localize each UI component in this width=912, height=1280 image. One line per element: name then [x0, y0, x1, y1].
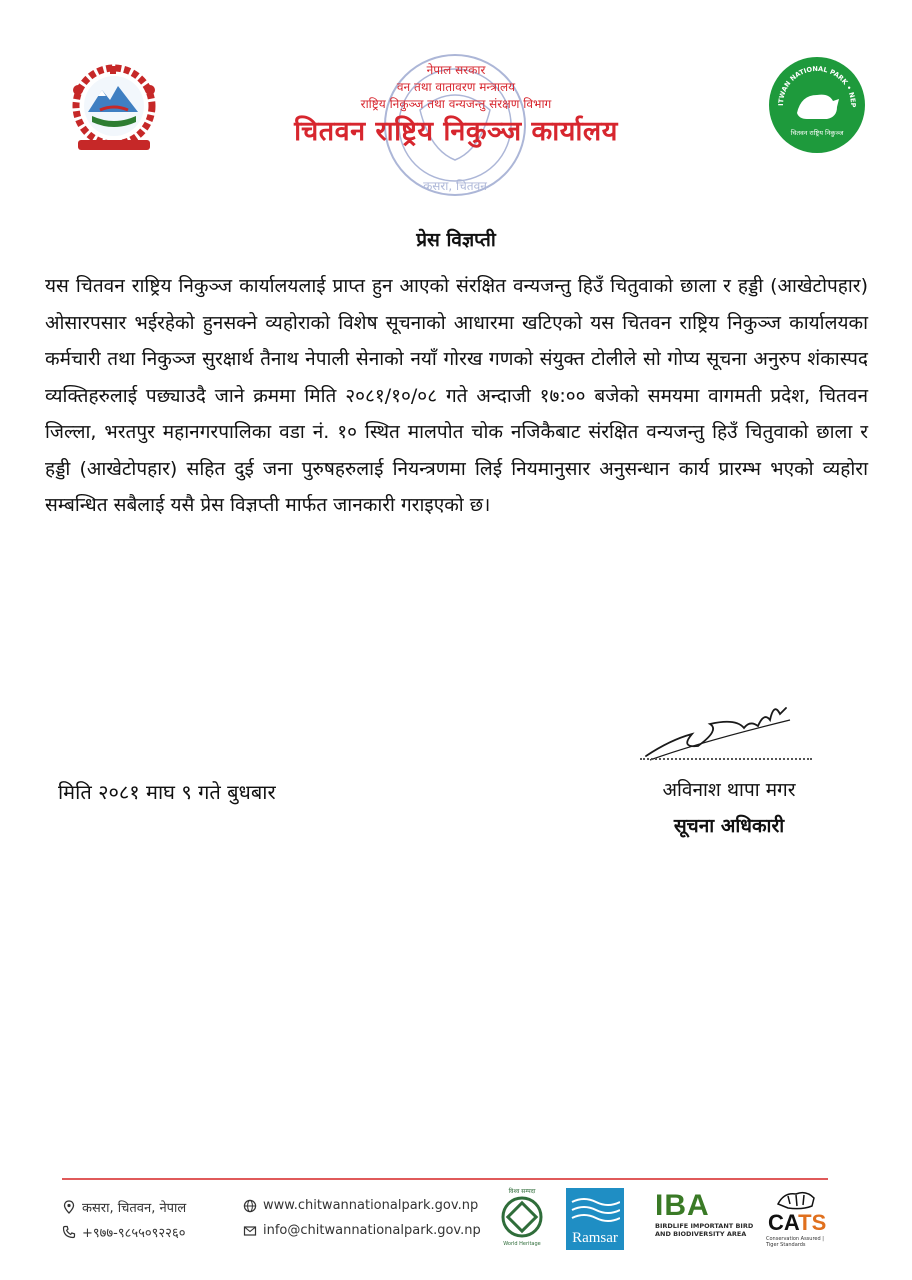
- signer-name: अविनाश थापा मगर: [662, 779, 796, 801]
- mail-icon: [243, 1224, 257, 1238]
- iba-subtitle: BIRDLIFE IMPORTANT BIRD AND BIODIVERSITY AREA: [655, 1222, 754, 1238]
- whs-label: विश्व सम्पदा: [508, 1188, 536, 1195]
- iba-logo: [655, 1190, 755, 1246]
- tiger-icon: [774, 1186, 818, 1212]
- cats-subtitle: Conservation Assured | Tiger Standards: [766, 1236, 824, 1248]
- signature-line: [640, 758, 812, 760]
- address-text: कसरा, चितवन, नेपाल: [82, 1201, 187, 1216]
- press-release-body: यस चितवन राष्ट्रिय निकुञ्ज कार्यालयलाई प्राप्त हुन आएको संरक्षित वन्यजन्तु हिउँ चितुवाको छाला र हड्डी (आखेटोपहार) ओसारपसार भईरहेको हुनसक्ने व्यहोराको विशेष सूचनाको आधारमा खटिएको यस चितवन राष्ट्रिय निकुञ्ज कार्यालयका कर्मचारी तथा निकुञ्ज सुरक्षार्थ तैनाथ नेपाली सेनाको नयाँ गोरख गणको संयुक्त टोलीले सो गोप्य सूचना अनुरुप शंकास्पद व्यक्तिहरुलाई पछ्याउदै जाने क्रममा मिति २०८१/१०/०८ गते अन्दाजी १७:०० बजेको समयमा वागमती प्रदेश, चितवन जिल्ला, भरतपुर महानगरपालिका वडा नं. १० स्थित मालपोत चोक नजिकैबाट संरक्षित वन्यजन्तु हिउँ चितुवाको छाला र हड्डी (आखेटोपहार) सहित दुई जना पुरुषहरुलाई नियन्त्रणमा लिई नियमानुसार अनुसन्धान कार्य प्रारम्भ भएको व्यहोरा सम्बन्धित सबैलाई यसै प्रेस विज्ञप्ती मार्फत जानकारी गराइएको छ।: [45, 275, 868, 516]
- footer-website[interactable]: [243, 1198, 478, 1213]
- nepal-government-emblem: [58, 60, 170, 156]
- cats-logo: [762, 1186, 830, 1250]
- phone-icon: [62, 1225, 76, 1239]
- document-date: मिति २०८१ माघ ९ गते बुधबार: [58, 780, 276, 804]
- footer-phone: [62, 1223, 185, 1241]
- email-link[interactable]: info@chitwannationalpark.gov.np: [263, 1223, 481, 1238]
- cats-title-black: CA: [768, 1210, 799, 1235]
- iba-title: IBA: [655, 1189, 710, 1222]
- ramsar-label: Ramsar: [572, 1230, 618, 1246]
- cats-title-orange: TS: [798, 1210, 827, 1235]
- whs-sub: World Heritage: [503, 1241, 541, 1247]
- footer-address: [62, 1198, 186, 1216]
- logo-bottom-text: चितवन राष्ट्रिय निकुञ्ज: [790, 129, 844, 137]
- office-title: चितवन राष्ट्रिय निकुञ्ज कार्यालय: [294, 116, 618, 147]
- chitwan-national-park-logo: [767, 55, 867, 155]
- letterhead: [250, 62, 662, 149]
- document-title: प्रेस विज्ञप्ती: [416, 229, 496, 251]
- handwritten-signature: [640, 690, 800, 768]
- location-pin-icon: [62, 1200, 76, 1214]
- phone-text: +९७७-९८५५०९२२६०: [82, 1226, 186, 1241]
- footer-email[interactable]: [243, 1223, 481, 1238]
- letterhead-line-2: वन तथा वातावरण मन्त्रालय: [396, 80, 516, 94]
- footer-divider: [62, 1178, 828, 1180]
- cats-title: [768, 1210, 826, 1236]
- globe-icon: [243, 1199, 257, 1213]
- world-heritage-logo: [496, 1185, 548, 1247]
- ramsar-logo: [566, 1188, 624, 1250]
- signer-title: सूचना अधिकारी: [673, 815, 785, 837]
- letterhead-line-3: राष्ट्रिय निकुञ्ज तथा वन्यजन्तु संरक्षण विभाग: [360, 97, 552, 111]
- stamp-text: कसरा, चितवन: [423, 179, 487, 193]
- website-link[interactable]: www.chitwannationalpark.gov.np: [263, 1198, 479, 1213]
- logo-arc-text: ITWAN NATIONAL PARK • NEP: [776, 64, 858, 107]
- letterhead-line-1: नेपाल सरकार: [426, 63, 486, 77]
- water-waves-icon: [570, 1192, 620, 1228]
